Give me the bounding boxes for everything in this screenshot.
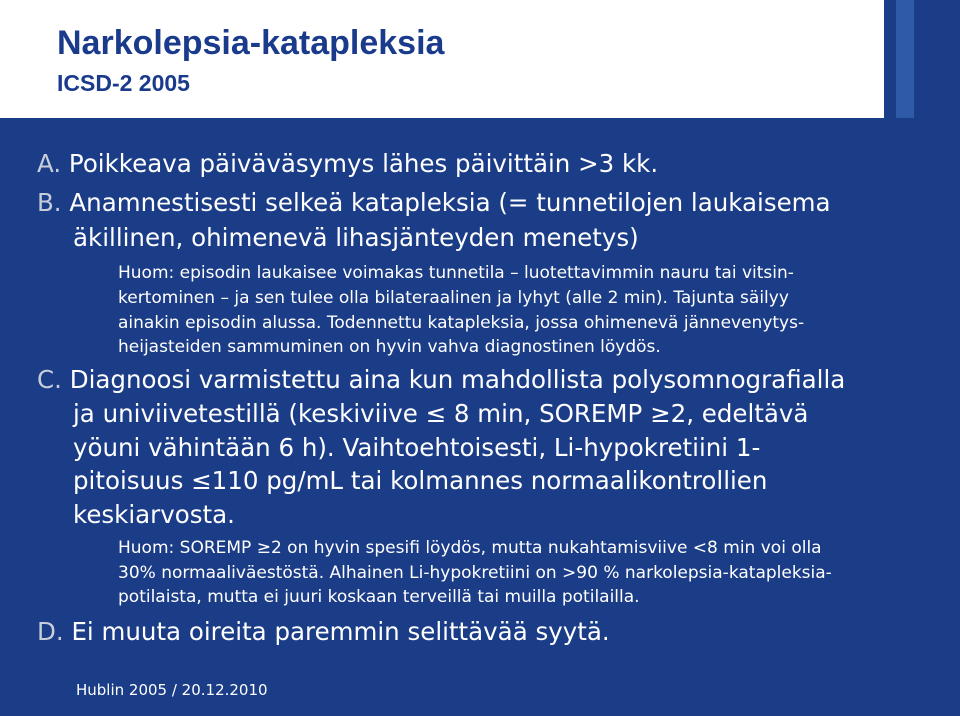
item-c-letter: C. (37, 365, 62, 394)
item-b-note-1: Huom: episodin laukaisee voimakas tunnetila – luotettavimmin nauru tai vitsin- (118, 263, 794, 283)
item-b-letter: B. (37, 188, 62, 217)
slide-title: Narkolepsia-katapleksia (57, 24, 445, 62)
item-c-text-1: Diagnoosi varmistettu aina kun mahdollista polysomnografialla (69, 365, 846, 394)
item-b (37, 188, 831, 217)
item-d (37, 617, 610, 646)
item-b-text-2: äkillinen, ohimenevä lihasjänteyden menetys) (73, 223, 639, 252)
slide-footer: Hublin 2005 / 20.12.2010 (76, 681, 268, 699)
slide-header (0, 0, 960, 118)
item-c-text-5: keskiarvosta. (73, 500, 235, 529)
item-c-note-1: Huom: SOREMP ≥2 on hyvin spesifi löydös, mutta nukahtamisviive <8 min voi olla (118, 538, 822, 558)
item-b-note-3: ainakin episodin alussa. Todennettu katapleksia, jossa ohimenevä jännevenytys- (118, 313, 805, 333)
corner-logo-stripe (896, 0, 914, 118)
item-b-text-1: Anamnestisesti selkeä katapleksia (= tunnetilojen laukaisema (69, 188, 831, 217)
item-c-text-2: ja univiivetestillä (keskiviive ≤ 8 min, SOREMP ≥2, edeltävä (73, 399, 809, 428)
item-c (37, 365, 845, 394)
item-b-note-2: kertominen – ja sen tulee olla bilateraalinen ja lyhyt (alle 2 min). Tajunta säilyy (118, 288, 789, 308)
item-d-letter: D. (37, 617, 64, 646)
item-c-note-3: potilaista, mutta ei juuri koskaan terveillä tai muilla potilailla. (118, 587, 640, 607)
item-a (37, 149, 658, 178)
item-d-text: Ei muuta oireita paremmin selittävää syytä. (71, 617, 610, 646)
item-c-note-2: 30% normaaliväestöstä. Alhainen Li-hypokretiini on >90 % narkolepsia-katapleksia- (118, 563, 832, 583)
slide-subtitle: ICSD-2 2005 (57, 70, 190, 96)
item-c-text-4: pitoisuus ≤110 pg/mL tai kolmannes normaalikontrollien (73, 466, 768, 495)
item-a-text: Poikkeava päiväväsymys lähes päivittäin >3 kk. (68, 149, 659, 178)
item-a-letter: A. (37, 149, 62, 178)
item-b-note-4: heijasteiden sammuminen on hyvin vahva diagnostinen löydös. (118, 337, 661, 357)
item-c-text-3: yöuni vähintään 6 h). Vaihtoehtoisesti, Li-hypokretiini 1- (73, 433, 761, 462)
